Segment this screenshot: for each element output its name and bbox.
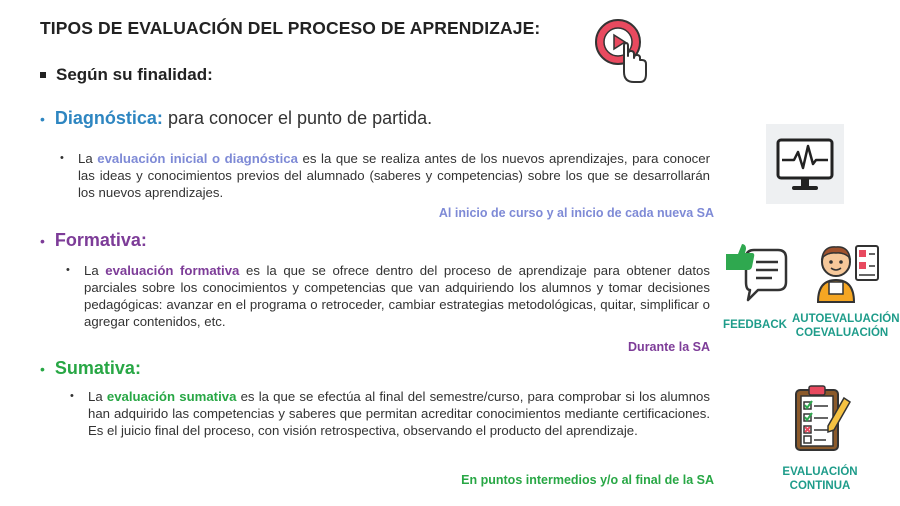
bullet-icon: •	[66, 264, 70, 276]
bullet-icon: •	[60, 152, 64, 164]
bullet-icon: •	[40, 233, 45, 249]
bullet-icon: •	[40, 361, 45, 377]
diagnostica-heading: • Diagnóstica: para conocer el punto de partida.	[40, 108, 433, 128]
page-title: TIPOS DE EVALUACIÓN DEL PROCESO DE APRENDIZAJE:	[40, 18, 541, 38]
finalidad-heading: Según su finalidad:	[40, 65, 213, 85]
sumativa-note: En puntos intermedios y/o al final de la SA	[461, 473, 714, 487]
play-click-icon[interactable]	[594, 16, 650, 88]
clipboard-checklist-icon	[790, 384, 852, 456]
formativa-heading: • Formativa:	[40, 230, 147, 250]
bullet-icon: •	[40, 111, 45, 127]
square-bullet-icon	[40, 72, 46, 78]
formativa-paragraph: • La evaluación formativa es la que se ofrece dentro del proceso de aprendizaje para obtener datos parciales sobre los conocimientos y competencias que van adquiriendo los alumnos y tomar decisiones pedagógicas: avanzar en el programa o retroceder, cambiar estrategias metodológicas, quitar, simplificar o agregar contenidos, etc.	[66, 263, 710, 329]
bullet-icon: •	[70, 390, 74, 402]
diagnostica-paragraph: • La evaluación inicial o diagnóstica es la que se realiza antes de los nuevos aprendizajes, para conocer las ideas y conocimientos previos del alumnado (saberes y competencias) sobre los que se desarrollarán los nuevos aprendizajes.	[60, 151, 710, 200]
autoevaluacion-label: AUTOEVALUACIÓN COEVALUACIÓN	[792, 313, 900, 339]
feedback-thumbs-up-icon	[724, 240, 788, 304]
monitor-heartbeat-icon	[766, 124, 844, 204]
feedback-label: FEEDBACK	[723, 319, 787, 331]
sumativa-heading: • Sumativa:	[40, 358, 141, 378]
evaluacion-continua-label: EVALUACIÓN CONTINUA	[782, 466, 858, 492]
formativa-note: Durante la SA	[628, 340, 710, 354]
diagnostica-note: Al inicio de curso y al inicio de cada nueva SA	[438, 206, 714, 220]
sumativa-paragraph: • La evaluación sumativa es la que se efectúa al final del semestre/curso, para comprobar si los alumnos han adquirido las competencias y saberes que permitan acreditar conocimientos mediante certificaciones. Es el juicio final del proceso, con visión retrospectiva, observando el producto del aprendizaje.	[70, 389, 710, 438]
student-checklist-icon	[814, 242, 882, 304]
